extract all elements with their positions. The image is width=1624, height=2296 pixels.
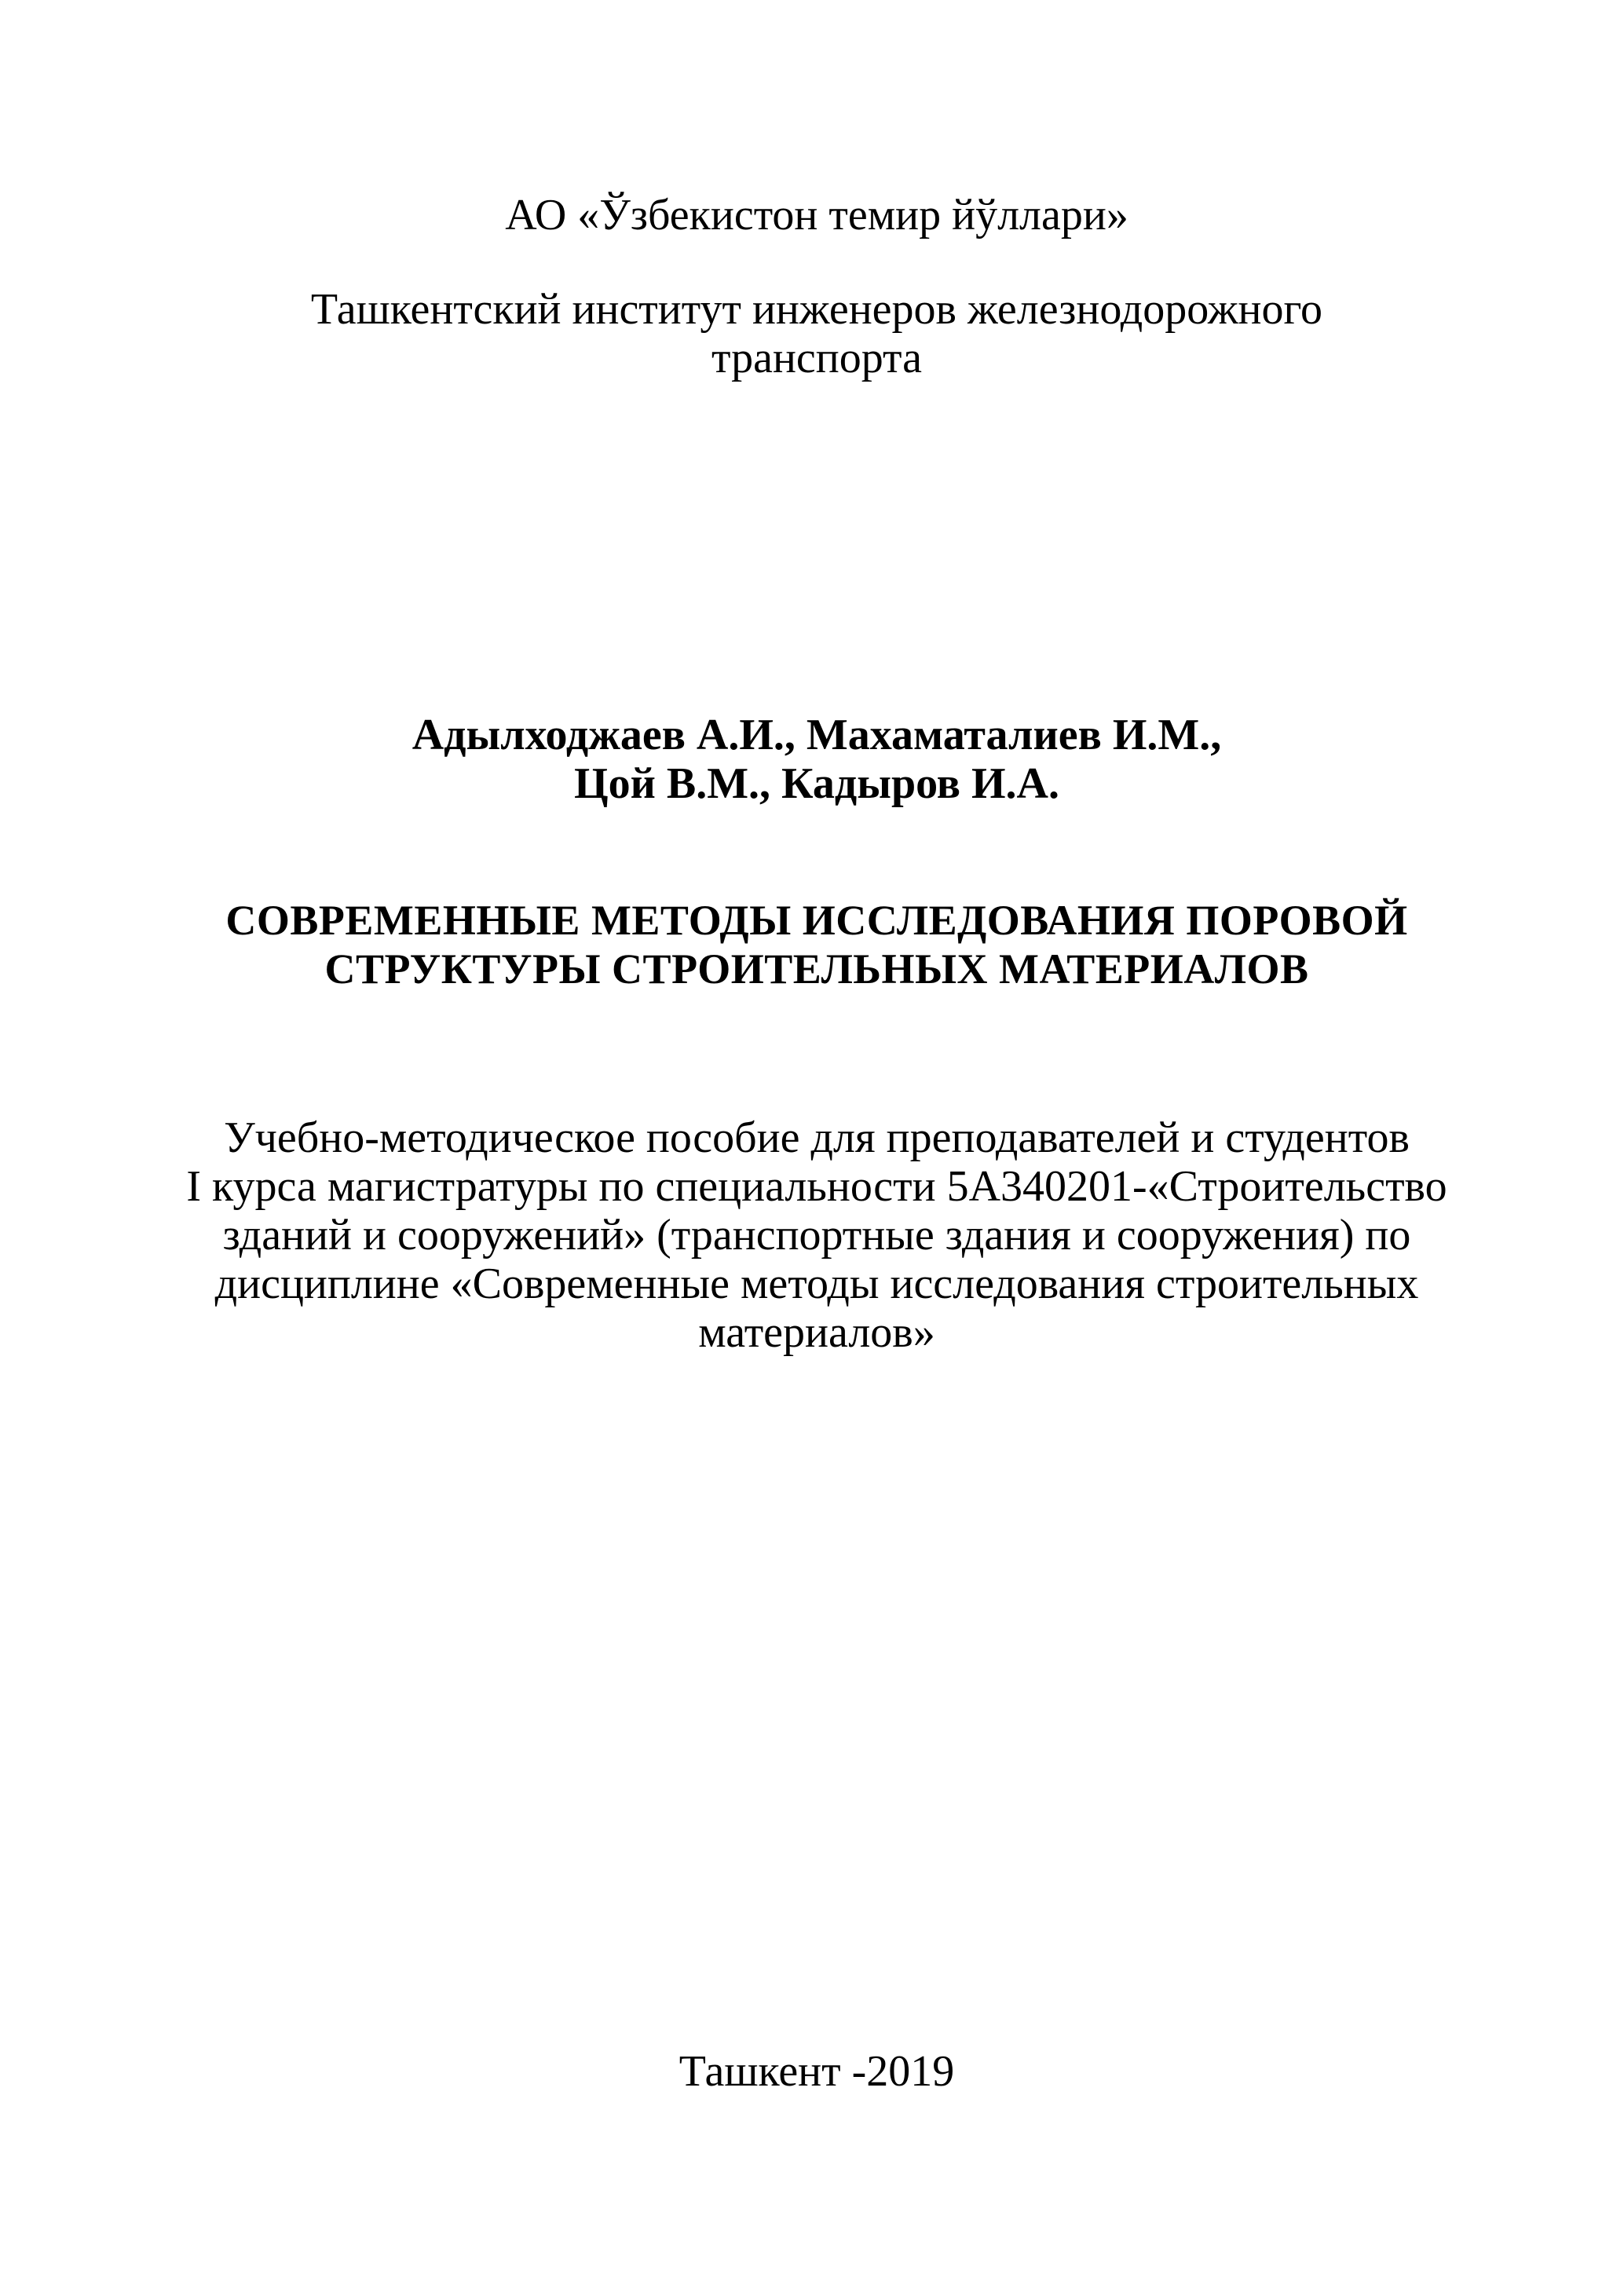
subtitle-line: зданий и сооружений» (транспортные здания и сооружения) по xyxy=(222,1211,1411,1260)
subtitle-line: I курса магистратуры по специальности 5А340201-«Строительство xyxy=(186,1162,1447,1211)
authors-line: Адылходжаев А.И., Махаматалиев И.М., xyxy=(411,711,1222,759)
institute-name-line: Ташкентский институт инженеров железнодорожного xyxy=(310,285,1323,334)
institute-name xyxy=(9,285,1624,382)
book-title-line: СОВРЕМЕННЫЕ МЕТОДЫ ИССЛЕДОВАНИЯ ПОРОВОЙ xyxy=(225,897,1408,944)
authors-line: Цой В.М., Кадыров И.А. xyxy=(574,759,1059,808)
authors xyxy=(9,711,1624,808)
organization-name: АО «Ўзбекистон темир йўллари» xyxy=(505,191,1128,239)
subtitle xyxy=(9,1113,1624,1357)
book-title-line: СТРУКТУРЫ СТРОИТЕЛЬНЫХ МАТЕРИАЛОВ xyxy=(324,945,1309,993)
institute-name-line: транспорта xyxy=(711,334,923,382)
subtitle-line: материалов» xyxy=(698,1308,935,1357)
imprint-city-year: Ташкент -2019 xyxy=(678,2047,955,2096)
subtitle-line: дисциплине «Современные методы исследования строительных xyxy=(214,1260,1419,1308)
subtitle-line: Учебно-методическое пособие для преподавателей и студентов xyxy=(224,1113,1410,1162)
book-title xyxy=(9,896,1624,993)
